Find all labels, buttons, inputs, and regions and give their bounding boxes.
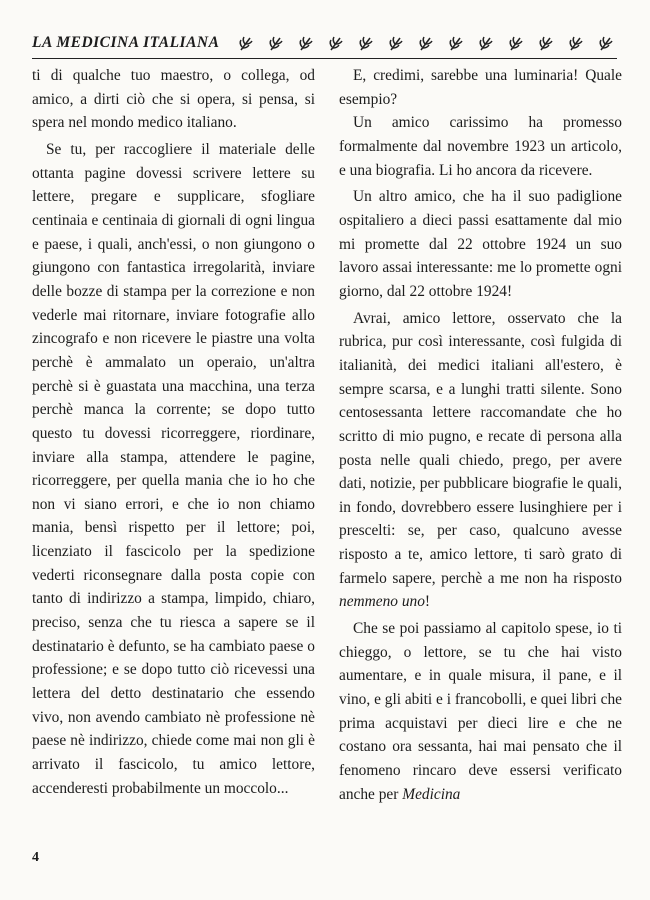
leaf-sprig-icon [291,33,321,53]
paragraph: ti di qualche tuo maestro, o collega, od amico, a dirti ciò che si opera, si pensa, si spera nel mondo medico italiano. [32,67,315,132]
emphasis-text: nemmeno uno [339,593,425,611]
leaf-sprig-icon [231,33,261,53]
leaf-sprig-icon [441,33,471,53]
left-column [32,64,315,800]
page-number: 4 [32,850,39,865]
ornament-row [231,33,621,53]
paragraph: Se tu, per raccogliere il materiale delle ottanta pagine dovessi scrivere lettere su lettere, pregare e supplicare, sfogliare centinaia e centinaia di giornali di ogni lingua e paese, i quali, anch'essi, o non giungono o giungono con fantastica irregolarità, inviare delle bozze di stampa per la correzione e non vederle mai ritornare, inviare fotografie allo zincografo e non ricevere le piastre una volta perchè è ammalato un operaio, un'altra perchè si è guastata una macchina, una terza perchè manca la corrente; se dopo tutto questo tu dovessi ricorreggere, riordinare, inviare alla stampa, attendere le pagine, ricorreggere, per quella mania che io ho che non vi siano errori, e che io non chiamo mania, bensì rispetto per il lettore; poi, licenziato il fascicolo per la spedizione vederti riconsegnare dalla posta copie con tanto di indirizzo a stampa, limpido, chiaro, preciso, senza che tu riesca a sapere se il destinatario è defunto, se ha cambiato paese o professione; e se dopo tutto ciò ricevessi una lettera del detto destinatario che essendo vivo, non avendo cambiato nè professione nè paese nè indirizzo, chiede come mai non gli è arrivato il fascicolo, tu amico lettore, accenderesti probabilmente un moccolo... [32,140,315,797]
leaf-sprig-icon [261,33,291,53]
running-header [32,30,622,56]
text-run: Avrai, amico lettore, osservato che la rubrica, pur così interessante, così fulgida di italianità, dei medici italiani all'estero, è sempre scarsa, e a lunghi tratti silente. Sono centosessanta lettere raccomandate che ho scritto di mio pugno, e recate di persona alla posta nelle quali chiedo, prego, per avere dati, notizie, per pubblicare biografie le quali, in fondo, dovrebbero essere lusinghiere per i prescelti: se, per caso, qualcuno avesse risposto a te, amico lettore, ti sarò grato di farmelo sapere, perchè a me non ha risposto [339,309,622,587]
leaf-sprig-icon [321,33,351,53]
paragraph: E, credimi, sarebbe una luminaria! Quale esempio? [339,67,622,108]
leaf-sprig-icon [381,33,411,53]
paragraph: Un altro amico, che ha il suo padiglione ospitaliero a dieci passi esattamente dal mio mi promette dal 22 ottobre 1924 un suo lavoro assai interessante: me lo promette ogni giorno, dal 22 ottobre 1924! [339,188,622,300]
header-rule [32,58,617,59]
leaf-sprig-icon [501,33,531,53]
emphasis-text: Medicina [402,785,461,803]
paragraph [339,307,622,615]
leaf-sprig-icon [561,33,591,53]
right-column [339,64,622,806]
leaf-sprig-icon [411,33,441,53]
leaf-sprig-icon [471,33,501,53]
leaf-sprig-icon [591,33,621,53]
text-run: Che se poi passiamo al capitolo spese, io ti chieggo, o lettore, se tu che hai visto aumentare, e in quale misura, il pane, e il vino, e gli abiti e i francobolli, e quei libri che prima acquistavi per dieci lire e che ne costano ora sessanta, hai mai pensato che il fenomeno rincaro deve essersi verificato anche per [339,620,622,803]
leaf-sprig-icon [531,33,561,53]
text-run: ! [424,593,431,611]
paragraph: Un amico carissimo ha promesso formalmente dal novembre 1923 un articolo, e una biografia. Li ho ancora da ricevere. [339,114,622,179]
journal-title: LA MEDICINA ITALIANA [32,34,220,51]
paragraph [339,617,622,806]
leaf-sprig-icon [351,33,381,53]
